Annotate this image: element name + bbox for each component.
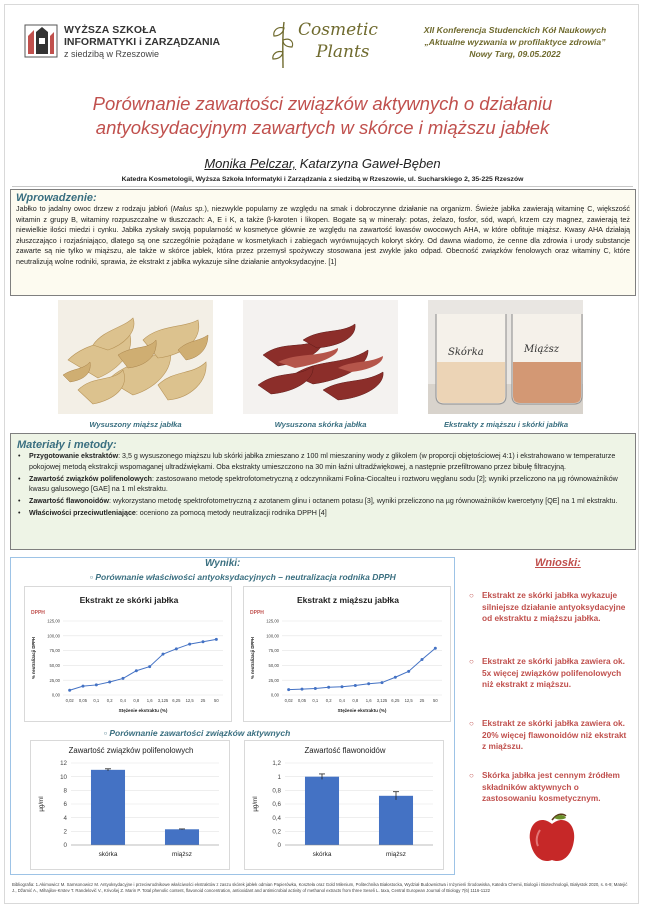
dpph-flesh-point bbox=[354, 684, 357, 687]
chart-flavonoids-svg bbox=[245, 741, 445, 871]
chart-polyphenols bbox=[30, 740, 230, 870]
methods-item bbox=[25, 451, 639, 472]
dpph-peel-x-tick: 25 bbox=[200, 698, 206, 703]
polyphenols-y-tick: 4 bbox=[63, 814, 67, 822]
dpph-flesh-point bbox=[314, 687, 317, 690]
dpph-flesh-x-tick: 0,4 bbox=[339, 698, 345, 703]
dpph-peel-x-tick: 50 bbox=[213, 698, 219, 703]
flavonoids-x-tick: miąższ bbox=[386, 851, 406, 858]
methods-box bbox=[10, 433, 636, 550]
author-first: Monika Pelczar, bbox=[204, 156, 297, 171]
chart-polyphenols-svg bbox=[31, 741, 231, 871]
dpph-peel-x-tick: 6,25 bbox=[172, 698, 181, 703]
authors bbox=[0, 156, 645, 171]
methods-heading: Materiały i metody: bbox=[17, 439, 117, 451]
polyphenols-x-tick: skórka bbox=[98, 851, 118, 858]
flavonoids-y-tick: 0,8 bbox=[272, 787, 281, 795]
methods-item-title: Przygotowanie ekstraktów bbox=[29, 452, 119, 460]
dpph-peel-point bbox=[148, 665, 151, 668]
dpph-peel-legend-label: DPPH bbox=[31, 610, 45, 616]
title-line2: antyoksydacyjnym zawartych w skórce i miąższu jabłek bbox=[95, 117, 550, 138]
dpph-flesh-point bbox=[341, 685, 344, 688]
logo-text-cosmetic: Cosmetic bbox=[298, 20, 378, 40]
beaker-label-right: Miąższ bbox=[524, 344, 560, 355]
polyphenols-bar bbox=[165, 829, 199, 845]
dpph-peel-point bbox=[215, 638, 218, 641]
dpph-peel-y-tick: 100,00 bbox=[47, 633, 60, 639]
polyphenols-y-tick: 2 bbox=[63, 828, 67, 836]
dpph-peel-y-label: % neutralizacji DPPH bbox=[31, 637, 36, 679]
dpph-peel-point bbox=[108, 680, 111, 683]
flavonoids-bar bbox=[379, 796, 413, 845]
dpph-flesh-series-line bbox=[289, 648, 436, 689]
polyphenols-title: Zawartość związków polifenolowych bbox=[68, 746, 194, 755]
flavonoids-y-tick: 0,6 bbox=[272, 801, 281, 809]
flavonoids-bar bbox=[305, 777, 339, 845]
dpph-peel-point bbox=[188, 643, 191, 646]
methods-item-text: : zastosowano metodę spektrofotometryczną z odczynnikami Folina-Ciocalteu i roztworu węglanu sodu [2]; wyniki przeliczono na µg równoważników kwasu galusowego [GAE] na 1 ml ekstraktu. bbox=[29, 474, 618, 493]
results-sub1-text: Porównanie właściwości antyoksydacyjnych – neutralizacja rodnika DPPH bbox=[95, 572, 396, 582]
dpph-flesh-x-tick: 25 bbox=[419, 698, 425, 703]
conclusion-item: ○ Ekstrakt ze skórki jabłka zawiera ok. 20% więcej flawonoidów niż ekstrakt z miąższu. bbox=[482, 718, 632, 753]
title-line1: Porównanie zawartości związków aktywnych o działaniu bbox=[92, 93, 553, 114]
university-logo bbox=[24, 22, 244, 62]
conference-name: XII Konferencja Studenckich Kół Naukowych bbox=[423, 25, 607, 35]
caption-extracts: Ekstrakty z miąższu i skórki jabłka bbox=[443, 420, 569, 429]
intro-text-latin: Malus sp. bbox=[172, 204, 205, 213]
dpph-peel-x-tick: 0,1 bbox=[93, 698, 100, 703]
dpph-peel-y-tick: 0,00 bbox=[51, 692, 60, 698]
methods-item bbox=[25, 508, 639, 519]
dpph-peel-point bbox=[95, 683, 98, 686]
dpph-flesh-x-tick: 0,2 bbox=[325, 698, 332, 703]
university-name-line3: z siedzibą w Rzeszowie bbox=[64, 49, 160, 59]
dpph-flesh-x-tick: 0,05 bbox=[297, 698, 307, 703]
dpph-flesh-point bbox=[421, 658, 424, 661]
flavonoids-y-tick: 1,2 bbox=[272, 760, 281, 768]
leaf-sprig-icon bbox=[268, 18, 298, 70]
flavonoids-y-tick: 0 bbox=[277, 842, 281, 850]
methods-item-title: Zawartość związków polifenolowych bbox=[29, 474, 152, 483]
dpph-flesh-y-tick: 0,00 bbox=[270, 692, 279, 698]
caption-dried-peel: Wysuszona skórka jabłka bbox=[274, 420, 367, 429]
dpph-flesh-point bbox=[301, 688, 304, 691]
dpph-flesh-x-tick: 50 bbox=[432, 698, 438, 703]
chart-flavonoids bbox=[244, 740, 444, 870]
polyphenols-y-tick: 0 bbox=[63, 842, 67, 850]
dpph-flesh-y-tick: 25,00 bbox=[268, 677, 279, 683]
photo-dried-flesh bbox=[58, 300, 213, 414]
photo-dried-peel bbox=[243, 300, 398, 414]
polyphenols-y-tick: 8 bbox=[63, 787, 67, 795]
dpph-peel-point bbox=[68, 689, 71, 692]
beaker-label-left: Skórka bbox=[448, 347, 484, 358]
dpph-flesh-point bbox=[287, 688, 290, 691]
dpph-flesh-x-tick: 3,125 bbox=[376, 698, 388, 703]
results-subheading-dpph: ▫ Porównanie właściwości antyoksydacyjnych – neutralizacja rodnika DPPH bbox=[90, 572, 396, 582]
polyphenols-y-tick: 10 bbox=[60, 773, 67, 781]
flavonoids-y-tick: 0,2 bbox=[272, 828, 281, 836]
results-heading: Wyniki: bbox=[205, 558, 241, 569]
dpph-peel-y-tick: 25,00 bbox=[49, 677, 60, 683]
conference-place-date: Nowy Targ, 09.05.2022 bbox=[469, 49, 561, 59]
dpph-peel-y-tick: 50,00 bbox=[49, 663, 60, 668]
conclusion-item: ○ Ekstrakt ze skórki jabłka wykazuje silniejsze działanie antyoksydacyjne od ekstraktu z miąższu jabłka. bbox=[482, 590, 632, 625]
dpph-peel-x-tick: 0,4 bbox=[120, 698, 126, 703]
conclusion-item: ○ Ekstrakt ze skórki jabłka zawiera ok. 5x więcej związków polifenolowych niż ekstrakt z miąższu. bbox=[482, 656, 632, 691]
dpph-flesh-point bbox=[381, 681, 384, 684]
dpph-peel-y-tick: 125,00 bbox=[47, 618, 60, 624]
conference-info bbox=[405, 24, 625, 60]
chart-dpph-flesh bbox=[243, 586, 451, 722]
conference-theme: „Aktualne wyzwania w profilaktyce zdrowia” bbox=[424, 37, 606, 47]
dpph-peel-x-label: Stężenie ekstraktu (%) bbox=[118, 708, 168, 713]
dpph-peel-x-tick: 0,02 bbox=[65, 698, 74, 703]
introduction-heading: Wprowadzenie: bbox=[16, 192, 97, 204]
dpph-flesh-y-tick: 50,00 bbox=[268, 663, 279, 668]
bibliography: Bibliografia: 1.Akimowicz M. Samsonowicz M. Antyoksydacyjne i przeciwrodnikowe właściwości ekstraktów z zaszu skórek jabłek odmian Papierówka, Koszteła oraz Gold Milenium, Politechnika Białostocka, Wydział Budownictwa i Inżynierii Środowiska, Katedra Chemii, Biologii i Biotechnologii, Białystok 2020, s. 6-9; Matejić J., Džamić A., Mihajilov-Krstev T. Randelović V., Krivošej Z. Marin P. Total phenolic content, flavonoid concentration, antioxidant and antimicrobial activity of methanol extracts from three Seseli L. taxa, Central European Journal of Biology 7(6) 1116-1122 bbox=[12, 882, 628, 893]
dpph-flesh-x-tick: 12,5 bbox=[404, 698, 413, 703]
flavonoids-y-tick: 0,4 bbox=[272, 814, 281, 822]
dpph-flesh-point bbox=[367, 682, 370, 685]
dpph-flesh-legend-label: DPPH bbox=[250, 610, 264, 616]
affiliation: Katedra Kosmetologii, Wyższa Szkoła Informatyki i Zarządzania z siedzibą w Rzeszowie, ul. Sucharskiego 2, 35-225 Rzeszów bbox=[121, 176, 524, 183]
dpph-flesh-x-tick: 1,6 bbox=[365, 698, 372, 703]
methods-item-title: Właściwości przeciwutleniające bbox=[29, 509, 136, 517]
dpph-flesh-point bbox=[327, 686, 330, 689]
university-name-line1: WYŻSZA SZKOŁA bbox=[64, 24, 157, 36]
dpph-flesh-x-tick: 6,25 bbox=[391, 698, 400, 703]
dpph-flesh-point bbox=[394, 676, 397, 679]
university-crest-icon bbox=[24, 24, 58, 58]
dpph-flesh-y-label: % neutralizacji DPPH bbox=[250, 637, 255, 679]
conclusion-item: ○ Skórka jabłka jest cennym źródłem składników aktywnych o zastosowaniu kosmetycznym. bbox=[482, 770, 632, 805]
methods-item-text: : wykorzystano metodę spektrofotometryczną z azotanem glinu i octanem potasu [3], wyniki przeliczono na µg równoważników kwercetyny [QE] na 1 ml ekstraktu. bbox=[109, 497, 618, 505]
poster-title bbox=[20, 92, 625, 140]
dpph-peel-point bbox=[135, 669, 138, 672]
introduction-text bbox=[16, 204, 630, 268]
dpph-peel-x-tick: 0,05 bbox=[78, 698, 88, 703]
author-rest: Katarzyna Gaweł-Bęben bbox=[296, 156, 441, 171]
dpph-flesh-point bbox=[434, 647, 437, 650]
dpph-peel-point bbox=[82, 685, 85, 688]
polyphenols-y-label: µg/ml bbox=[38, 796, 45, 812]
dpph-peel-point bbox=[202, 640, 205, 643]
conclusions-heading: Wnioski: bbox=[535, 557, 581, 569]
methods-item-text: : 3,5 g wysuszonego miąższu lub skórki jabłka zmieszano z 100 ml mieszaniny wody z glikolem (w proporcji objętościowej 4:1) i ekstrahowano w temperaturze pokojowej metodą ekstrakcji wspomaganej ultradźwiękami. Oba ekstrakty umieszczono na 30 min łaźni ultradźwiękowej, a następnie przefiltrowano przez bibułę filtracyjną. bbox=[29, 452, 616, 471]
results-subheading-active: ▫ Porównanie zawartości związków aktywnych bbox=[104, 728, 291, 738]
polyphenols-bar bbox=[91, 770, 125, 845]
flavonoids-x-tick: skórka bbox=[312, 851, 332, 858]
polyphenols-y-tick: 12 bbox=[60, 760, 67, 768]
dpph-flesh-point bbox=[407, 670, 410, 673]
dpph-flesh-title: Ekstrakt z miąższu jabłka bbox=[296, 595, 400, 605]
introduction-box bbox=[10, 189, 636, 296]
flavonoids-y-tick: 1 bbox=[277, 773, 281, 781]
dpph-flesh-x-label: Stężenie ekstraktu (%) bbox=[337, 708, 387, 713]
caption-dried-flesh: Wysuszony miąższ jabłka bbox=[89, 420, 182, 429]
methods-item bbox=[25, 496, 639, 507]
dpph-peel-x-tick: 1,6 bbox=[146, 698, 153, 703]
dpph-flesh-x-tick: 0,8 bbox=[352, 698, 359, 703]
dpph-peel-point bbox=[122, 677, 125, 680]
university-name-line2: INFORMATYKI i ZARZĄDZANIA bbox=[64, 36, 221, 48]
dpph-peel-x-tick: 0,8 bbox=[133, 698, 140, 703]
dpph-peel-y-tick: 75,00 bbox=[49, 648, 60, 654]
chart-dpph-flesh-svg bbox=[244, 587, 452, 723]
methods-item-text: : oceniono za pomocą metody neutralizacji rodnika DPPH [4] bbox=[135, 509, 327, 517]
results-sub2-text: Porównanie zawartości związków aktywnych bbox=[109, 728, 291, 738]
cosmetic-plants-logo bbox=[268, 16, 388, 72]
chart-dpph-peel-svg bbox=[25, 587, 233, 723]
flavonoids-y-label: µg/ml bbox=[252, 796, 259, 812]
methods-item-title: Zawartość flawonoidów bbox=[29, 497, 110, 505]
dpph-flesh-x-tick: 0,1 bbox=[312, 698, 319, 703]
chart-dpph-peel bbox=[24, 586, 232, 722]
dpph-flesh-y-tick: 125,00 bbox=[266, 618, 279, 624]
intro-text-a: Jabłko to jadalny owoc drzew z rodzaju jabłoń ( bbox=[16, 204, 173, 213]
methods-list bbox=[17, 451, 639, 520]
methods-item bbox=[25, 474, 639, 495]
dpph-peel-series-line bbox=[70, 639, 217, 690]
dpph-peel-point bbox=[162, 653, 165, 656]
dpph-flesh-y-tick: 75,00 bbox=[268, 648, 279, 654]
logo-text-plants: Plants bbox=[316, 42, 370, 62]
dpph-peel-x-tick: 0,2 bbox=[106, 698, 113, 703]
dpph-peel-x-tick: 12,5 bbox=[185, 698, 194, 703]
photo-extracts bbox=[428, 300, 583, 414]
dpph-peel-x-tick: 3,125 bbox=[157, 698, 169, 703]
flavonoids-title: Zawartość flawonoidów bbox=[304, 746, 386, 755]
dpph-peel-title: Ekstrakt ze skórki jabłka bbox=[79, 595, 179, 605]
dpph-flesh-x-tick: 0,02 bbox=[284, 698, 293, 703]
apple-icon bbox=[526, 810, 578, 866]
intro-text-b: ), niezwykle popularny ze względu na smak i dobroczynne działanie na organizm. Świeże jabłka zawierają witaminę C, większość witamin z grupy B, witaminy rozpuszczalne w tłuszczach: A, E i K, a także β-karoten i likopen. Bogate są w minerały: potas, żelazo, fosfor, sód, wapń, krzem czy magnez, zawierają też niewielkie ilości miedzi i cynku. Jabłka zyskały swoją popularność w kosmetyce głównie ze względu na zawartość kwasów owocowych AHA, w które obfituje miąższ. Kwasy AHA działają złuszczająco i rozjaśniająco, dlatego są one szczególnie pożądane w kosmetykach i zabiegach wyrównujących koloryt skóry. Od dawna wiadomo, że cenne dla zdrowia i urody substancje zawarte są nie tylko w miąższu, ale także w skórce jabłek, która przez przemysł spożywczy stosowana jest zwykle jako odpad. Obecność związków fenolowych oraz witaminy C, które neutralizują wolne rodniki, sprawia, że ekstrakt z jabłka wykazuje silne działanie antyoksydacyjne. [1] bbox=[16, 204, 630, 266]
polyphenols-x-tick: miąższ bbox=[172, 851, 192, 858]
dpph-flesh-y-tick: 100,00 bbox=[266, 633, 279, 639]
polyphenols-y-tick: 6 bbox=[63, 801, 67, 809]
dpph-peel-point bbox=[175, 647, 178, 650]
header-divider bbox=[12, 186, 633, 187]
